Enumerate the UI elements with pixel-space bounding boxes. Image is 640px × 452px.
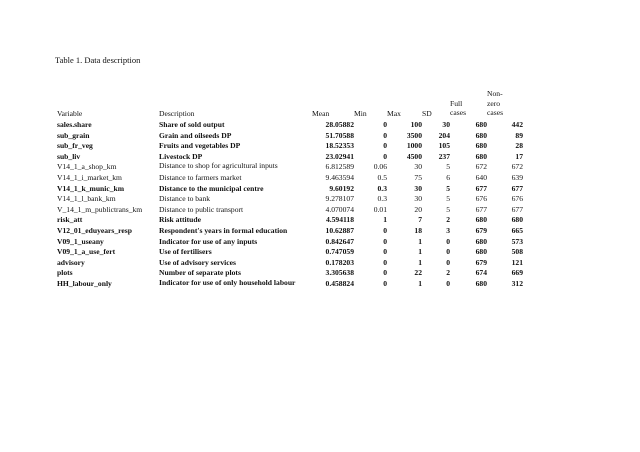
cell-description: Indicator for use of only household labour <box>159 277 296 287</box>
cell-mean: 4.070074 <box>325 204 354 214</box>
table-row <box>57 160 523 171</box>
cell-variable: V14_1_k_munic_km <box>57 183 125 193</box>
cell-max: 3500 <box>406 130 422 140</box>
cell-variable: V_14_1_m_publictrans_km <box>57 204 143 214</box>
cell-nonzero-cases: 89 <box>515 130 523 140</box>
cell-full-cases: 674 <box>475 268 487 278</box>
cell-mean: 0.178203 <box>325 257 354 267</box>
cell-max: 4500 <box>406 151 422 161</box>
cell-nonzero-cases: 677 <box>511 183 523 193</box>
cell-max: 1 <box>418 247 422 257</box>
table-body <box>57 118 523 288</box>
cell-min: 1 <box>383 215 387 225</box>
cell-description: Grain and oilseeds DP <box>159 130 232 140</box>
table-row <box>57 182 523 193</box>
cell-description: Fruits and vegetables DP <box>159 141 241 151</box>
header-full-cases: Full cases <box>450 98 467 118</box>
header-nonzero-cases: Non- zero cases <box>487 89 504 118</box>
cell-variable: V14_1_a_shop_km <box>57 162 117 172</box>
table-row <box>57 224 523 235</box>
cell-sd: 237 <box>438 151 450 161</box>
cell-description: Indicator for use of any inputs <box>159 236 258 246</box>
cell-mean: 23.02941 <box>325 151 354 161</box>
cell-nonzero-cases: 28 <box>515 141 523 151</box>
cell-full-cases: 677 <box>475 183 487 193</box>
cell-sd: 0 <box>446 236 450 246</box>
cell-sd: 0 <box>446 247 450 257</box>
cell-description: Distance to bank <box>159 194 211 204</box>
table-row <box>57 192 523 203</box>
cell-variable: advisory <box>57 257 85 267</box>
table-row <box>57 277 523 288</box>
cell-variable: plots <box>57 268 73 278</box>
cell-variable: sub_fr_veg <box>57 141 93 151</box>
cell-mean: 51.70588 <box>325 130 354 140</box>
cell-min: 0 <box>383 141 387 151</box>
table-row <box>57 213 523 224</box>
cell-full-cases: 679 <box>475 225 487 235</box>
table-row <box>57 139 523 150</box>
cell-sd: 0 <box>446 257 450 267</box>
cell-sd: 204 <box>438 130 450 140</box>
cell-description: Number of separate plots <box>159 268 241 278</box>
cell-variable: HH_labour_only <box>57 278 112 288</box>
cell-nonzero-cases: 680 <box>511 215 523 225</box>
table-row <box>57 118 523 129</box>
table-row <box>57 129 523 140</box>
header-variable: Variable <box>57 109 83 119</box>
cell-max: 20 <box>414 204 422 214</box>
table-row <box>57 256 523 267</box>
cell-sd: 5 <box>446 204 450 214</box>
cell-nonzero-cases: 573 <box>511 236 523 246</box>
cell-full-cases: 677 <box>475 204 487 214</box>
cell-full-cases: 680 <box>475 120 487 129</box>
cell-min: 0 <box>383 278 387 288</box>
cell-min: 0.3 <box>377 194 387 204</box>
cell-full-cases: 679 <box>475 257 487 267</box>
cell-variable: V09_1_a_use_fert <box>57 247 116 257</box>
cell-nonzero-cases: 665 <box>511 225 523 235</box>
cell-description: Distance to farmers market <box>159 172 242 182</box>
header-sd: SD <box>422 109 432 119</box>
cell-full-cases: 640 <box>475 172 487 182</box>
cell-sd: 105 <box>438 141 450 151</box>
cell-sd: 30 <box>442 120 450 129</box>
header-description: Description <box>159 109 195 119</box>
cell-description: Use of advisory services <box>159 257 236 267</box>
table-header-row <box>57 82 523 118</box>
cell-max: 18 <box>414 225 422 235</box>
cell-description: Distance to shop for agricultural inputs <box>159 161 278 171</box>
header-max: Max <box>387 109 401 119</box>
cell-mean: 0.747059 <box>325 247 354 257</box>
cell-min: 0 <box>383 236 387 246</box>
cell-mean: 0.458824 <box>325 278 354 288</box>
cell-mean: 6.812589 <box>325 162 354 172</box>
cell-nonzero-cases: 669 <box>511 268 523 278</box>
cell-max: 30 <box>414 183 422 193</box>
data-description-table <box>57 82 523 288</box>
cell-variable: V14_1_i_market_km <box>57 172 122 182</box>
cell-max: 75 <box>414 172 422 182</box>
cell-description: Risk attitude <box>159 215 201 225</box>
cell-variable: risk_att <box>57 215 83 225</box>
header-min: Min <box>354 109 367 119</box>
cell-min: 0.3 <box>377 183 387 193</box>
cell-description: Distance to public transport <box>159 204 244 214</box>
cell-full-cases: 672 <box>475 162 487 172</box>
cell-description: Respondent's years in formal education <box>159 225 288 235</box>
cell-full-cases: 680 <box>475 130 487 140</box>
cell-min: 0 <box>383 151 387 161</box>
cell-sd: 6 <box>446 172 450 182</box>
cell-nonzero-cases: 312 <box>511 278 523 288</box>
table-row <box>57 266 523 277</box>
cell-sd: 5 <box>446 194 450 204</box>
cell-min: 0 <box>383 257 387 267</box>
cell-max: 22 <box>414 268 422 278</box>
cell-nonzero-cases: 442 <box>511 120 523 129</box>
cell-variable: sub_grain <box>57 130 90 140</box>
cell-min: 0 <box>383 130 387 140</box>
cell-max: 1000 <box>406 141 422 151</box>
cell-sd: 0 <box>446 278 450 288</box>
cell-max: 1 <box>418 236 422 246</box>
cell-max: 100 <box>410 120 422 129</box>
cell-nonzero-cases: 121 <box>511 257 523 267</box>
cell-variable: sub_liv <box>57 151 81 161</box>
table-row <box>57 150 523 161</box>
cell-mean: 3.305638 <box>325 268 354 278</box>
cell-sd: 2 <box>446 215 450 225</box>
cell-full-cases: 680 <box>475 278 487 288</box>
cell-max: 7 <box>418 215 422 225</box>
cell-description: Livestock DP <box>159 151 203 161</box>
cell-full-cases: 680 <box>475 151 487 161</box>
cell-mean: 10.62887 <box>325 225 354 235</box>
cell-sd: 5 <box>446 183 450 193</box>
cell-mean: 9.278107 <box>325 194 354 204</box>
cell-nonzero-cases: 672 <box>511 162 523 172</box>
header-mean: Mean <box>312 109 330 119</box>
cell-variable: sales.share <box>57 120 92 129</box>
cell-full-cases: 680 <box>475 236 487 246</box>
cell-description: Use of fertilisers <box>159 247 212 257</box>
cell-mean: 28.05882 <box>325 120 354 129</box>
cell-full-cases: 680 <box>475 215 487 225</box>
cell-variable: V12_01_eduyears_resp <box>57 225 132 235</box>
cell-sd: 5 <box>446 162 450 172</box>
table-caption: Table 1. Data description <box>55 55 141 65</box>
table-row <box>57 245 523 256</box>
cell-mean: 9.463594 <box>325 172 354 182</box>
cell-full-cases: 676 <box>475 194 487 204</box>
table-row <box>57 203 523 214</box>
cell-description: Share of sold output <box>159 120 225 129</box>
cell-max: 1 <box>418 278 422 288</box>
cell-min: 0 <box>383 225 387 235</box>
cell-mean: 4.594118 <box>325 215 354 225</box>
table-row <box>57 235 523 246</box>
table-row <box>57 171 523 182</box>
cell-mean: 18.52353 <box>325 141 354 151</box>
cell-nonzero-cases: 676 <box>511 194 523 204</box>
cell-sd: 3 <box>446 225 450 235</box>
cell-nonzero-cases: 17 <box>515 151 523 161</box>
cell-min: 0.06 <box>373 162 387 172</box>
cell-max: 1 <box>418 257 422 267</box>
cell-full-cases: 680 <box>475 247 487 257</box>
cell-max: 30 <box>414 194 422 204</box>
cell-min: 0 <box>383 247 387 257</box>
cell-nonzero-cases: 677 <box>511 204 523 214</box>
cell-variable: V14_1_l_bank_km <box>57 194 116 204</box>
cell-max: 30 <box>414 162 422 172</box>
cell-min: 0.5 <box>377 172 387 182</box>
cell-variable: V09_1_useany <box>57 236 104 246</box>
cell-description: Distance to the municipal centre <box>159 183 264 193</box>
cell-nonzero-cases: 508 <box>511 247 523 257</box>
cell-full-cases: 680 <box>475 141 487 151</box>
cell-nonzero-cases: 639 <box>511 172 523 182</box>
cell-min: 0 <box>383 120 387 129</box>
cell-sd: 2 <box>446 268 450 278</box>
cell-mean: 0.842647 <box>325 236 354 246</box>
cell-mean: 9.60192 <box>329 183 354 193</box>
cell-min: 0.01 <box>373 204 387 214</box>
cell-min: 0 <box>383 268 387 278</box>
